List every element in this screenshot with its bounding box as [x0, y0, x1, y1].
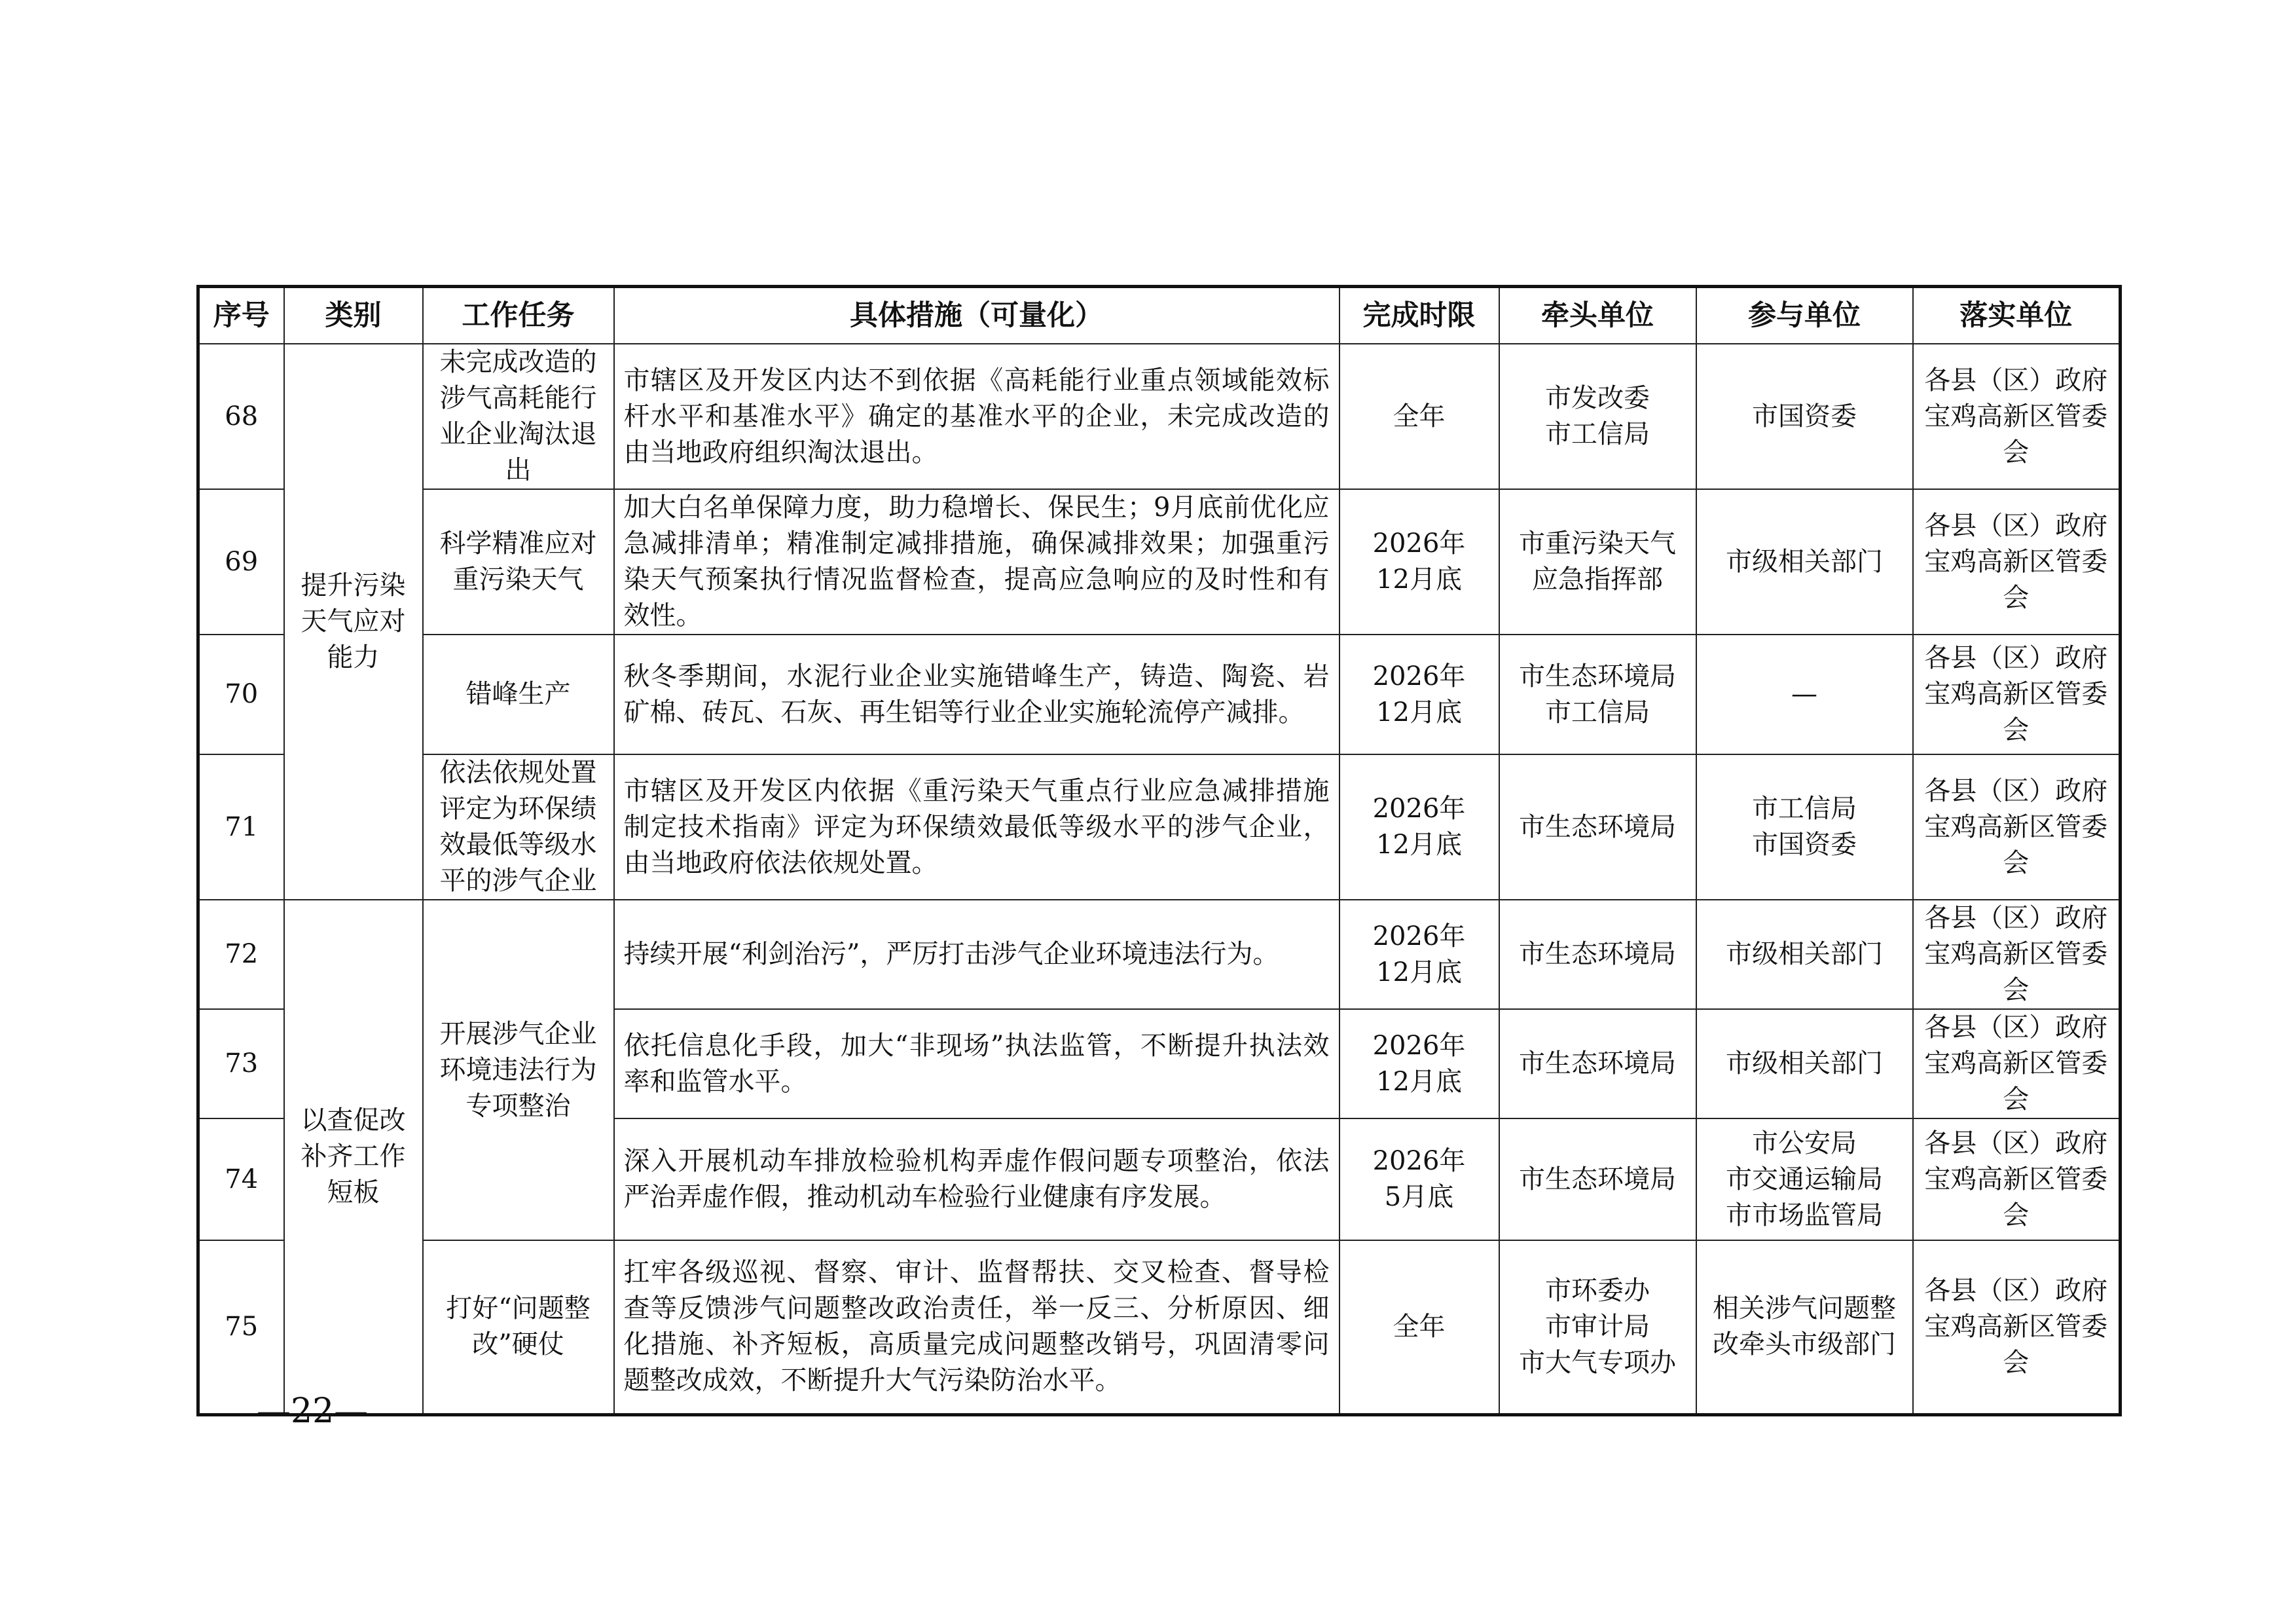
deadline-cell: 2026年 12月底	[1339, 900, 1499, 1009]
measure-cell: 持续开展“利剑治污”，严厉打击涉气企业环境违法行为。	[614, 900, 1339, 1009]
lead-unit-cell: 市生态环境局	[1499, 1009, 1696, 1118]
participant-unit-cell: 市级相关部门	[1696, 489, 1913, 635]
task-cell: 错峰生产	[423, 635, 614, 754]
participant-unit-cell: 市公安局 市交通运输局 市市场监管局	[1696, 1118, 1913, 1240]
header-category: 类别	[284, 287, 423, 344]
header-task: 工作任务	[423, 287, 614, 344]
deadline-cell: 全年	[1339, 1240, 1499, 1414]
lead-unit-cell: 市生态环境局	[1499, 754, 1696, 900]
measure-cell: 依托信息化手段，加大“非现场”执法监管，不断提升执法效率和监管水平。	[614, 1009, 1339, 1118]
row-number: 73	[198, 1009, 284, 1118]
task-table	[196, 285, 2122, 1416]
row-number: 68	[198, 344, 284, 489]
participant-unit-cell: —	[1696, 635, 1913, 754]
header-measure: 具体措施（可量化）	[614, 287, 1339, 344]
deadline-cell: 2026年 12月底	[1339, 1009, 1499, 1118]
task-cell: 依法依规处置评定为环保绩效最低等级水平的涉气企业	[423, 754, 614, 900]
row-number: 74	[198, 1118, 284, 1240]
implementing-unit-cell: 各县（区）政府 宝鸡高新区管委会	[1913, 754, 2121, 900]
measure-cell: 扛牢各级巡视、督察、审计、监督帮扶、交叉检查、督导检查等反馈涉气问题整改政治责任，举一反三、分析原因、细化措施、补齐短板，高质量完成问题整改销号，巩固清零问题整改成效，不断提升大气污染防治水平。	[614, 1240, 1339, 1414]
table-row	[198, 635, 2121, 754]
row-number: 71	[198, 754, 284, 900]
implementing-unit-cell: 各县（区）政府 宝鸡高新区管委会	[1913, 900, 2121, 1009]
lead-unit-cell: 市生态环境局	[1499, 1118, 1696, 1240]
page-number: —22—	[257, 1392, 369, 1431]
lead-unit-cell: 市发改委 市工信局	[1499, 344, 1696, 489]
row-number: 72	[198, 900, 284, 1009]
table-row	[198, 754, 2121, 900]
header-no: 序号	[198, 287, 284, 344]
implementing-unit-cell: 各县（区）政府 宝鸡高新区管委会	[1913, 1118, 2121, 1240]
participant-unit-cell: 市级相关部门	[1696, 900, 1913, 1009]
measure-cell: 深入开展机动车排放检验机构弄虚作假问题专项整治，依法严治弄虚作假，推动机动车检验行业健康有序发展。	[614, 1118, 1339, 1240]
task-cell: 打好“问题整改”硬仗	[423, 1240, 614, 1414]
participant-unit-cell: 市国资委	[1696, 344, 1913, 489]
table-row	[198, 1240, 2121, 1414]
header-lead: 牵头单位	[1499, 287, 1696, 344]
measure-cell: 加大白名单保障力度，助力稳增长、保民生；9月底前优化应急减排清单；精准制定减排措施，确保减排效果；加强重污染天气预案执行情况监督检查，提高应急响应的及时性和有效性。	[614, 489, 1339, 635]
lead-unit-cell: 市重污染天气 应急指挥部	[1499, 489, 1696, 635]
implementing-unit-cell: 各县（区）政府 宝鸡高新区管委会	[1913, 635, 2121, 754]
task-cell: 科学精准应对重污染天气	[423, 489, 614, 635]
implementing-unit-cell: 各县（区）政府 宝鸡高新区管委会	[1913, 344, 2121, 489]
category-cell: 提升污染天气应对能力	[284, 344, 423, 900]
implementing-unit-cell: 各县（区）政府 宝鸡高新区管委会	[1913, 1240, 2121, 1414]
deadline-cell: 2026年 12月底	[1339, 489, 1499, 635]
header-implementer: 落实单位	[1913, 287, 2121, 344]
measure-cell: 市辖区及开发区内达不到依据《高耗能行业重点领域能效标杆水平和基准水平》确定的基准水平的企业，未完成改造的由当地政府组织淘汰退出。	[614, 344, 1339, 489]
participant-unit-cell: 市工信局 市国资委	[1696, 754, 1913, 900]
lead-unit-cell: 市环委办 市审计局 市大气专项办	[1499, 1240, 1696, 1414]
category-cell: 以查促改补齐工作短板	[284, 900, 423, 1414]
lead-unit-cell: 市生态环境局	[1499, 900, 1696, 1009]
row-number: 75	[198, 1240, 284, 1414]
task-cell: 开展涉气企业环境违法行为专项整治	[423, 900, 614, 1240]
participant-unit-cell: 市级相关部门	[1696, 1009, 1913, 1118]
deadline-cell: 全年	[1339, 344, 1499, 489]
measure-cell: 市辖区及开发区内依据《重污染天气重点行业应急减排措施制定技术指南》评定为环保绩效最低等级水平的涉气企业，由当地政府依法依规处置。	[614, 754, 1339, 900]
header-deadline: 完成时限	[1339, 287, 1499, 344]
lead-unit-cell: 市生态环境局 市工信局	[1499, 635, 1696, 754]
deadline-cell: 2026年 5月底	[1339, 1118, 1499, 1240]
implementing-unit-cell: 各县（区）政府 宝鸡高新区管委会	[1913, 489, 2121, 635]
implementing-unit-cell: 各县（区）政府 宝鸡高新区管委会	[1913, 1009, 2121, 1118]
measure-cell: 秋冬季期间，水泥行业企业实施错峰生产，铸造、陶瓷、岩矿棉、砖瓦、石灰、再生铝等行业企业实施轮流停产减排。	[614, 635, 1339, 754]
row-number: 70	[198, 635, 284, 754]
deadline-cell: 2026年 12月底	[1339, 754, 1499, 900]
table-row	[198, 344, 2121, 489]
header-row	[198, 287, 2121, 344]
table-row	[198, 900, 2121, 1009]
header-participants: 参与单位	[1696, 287, 1913, 344]
participant-unit-cell: 相关涉气问题整改牵头市级部门	[1696, 1240, 1913, 1414]
row-number: 69	[198, 489, 284, 635]
task-cell: 未完成改造的涉气高耗能行业企业淘汰退出	[423, 344, 614, 489]
deadline-cell: 2026年 12月底	[1339, 635, 1499, 754]
table-row	[198, 489, 2121, 635]
